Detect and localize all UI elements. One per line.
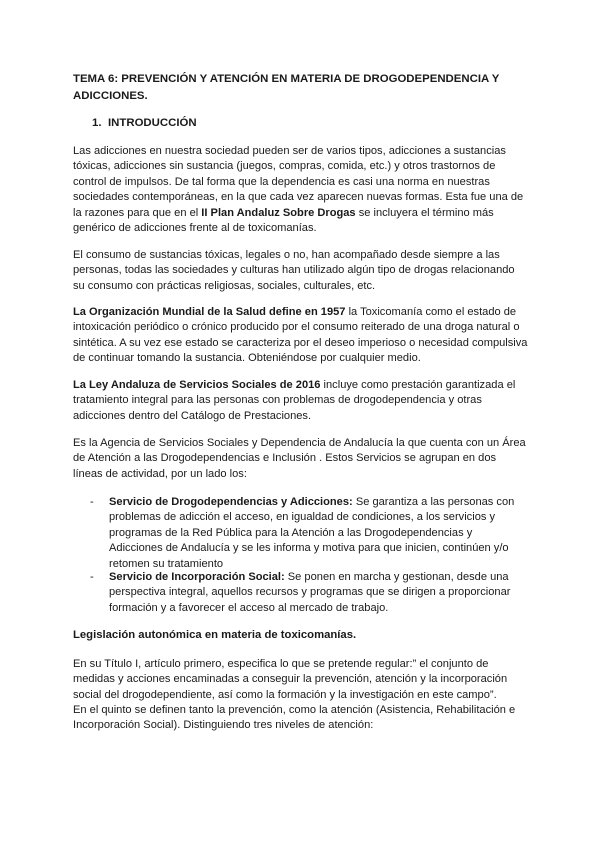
list-item bbox=[90, 570, 527, 616]
ley-bold: La Ley Andaluza de Servicios Sociales de 2016 bbox=[73, 379, 321, 391]
bullet-dash: - bbox=[90, 571, 94, 583]
paragraph-titulo-i: En su Título I, artículo primero, especifica lo que se pretende regular:” el conjunto de medidas y acciones encaminadas a conseguir la prevención, atención y la incorporación social del drogodependiente, así como la formación y la investigación en este campo”. bbox=[73, 658, 508, 701]
subheading-legislacion: Legislación autonómica en materia de toxicomanías. bbox=[73, 629, 357, 641]
paragraph-oms bbox=[73, 305, 528, 367]
paragraph-text: incluye como prestación garantizada el tratamiento integral para las personas con problemas de drogodependencia y otras adicciones dentro del Catálogo de Prestaciones. bbox=[73, 379, 516, 422]
paragraph-text: Las adicciones en nuestra sociedad pueden ser de varios tipos, adicciones a sustancias tóxicas, adicciones sin sustancia (juegos, compras, comida, etc.) y otros trastornos de control de impulsos. De tal forma que la dependencia es casi una norma en nuestras sociedades contemporáneas, en la que cada vez aparecen nuevas formas. Esta fue una de la razones para que en el bbox=[73, 145, 524, 219]
list-item bbox=[90, 495, 527, 572]
section-number: 1. bbox=[92, 117, 102, 129]
paragraph-quinto: En el quinto se definen tanto la prevención, como la atención (Asistencia, Rehabilitación e Incorporación Social). Distinguiendo tres niveles de atención: bbox=[73, 704, 516, 732]
section-heading bbox=[92, 116, 197, 131]
section-title: INTRODUCCIÓN bbox=[108, 117, 197, 129]
bullet-title: Servicio de Incorporación Social: bbox=[109, 571, 285, 583]
bullet-title: Servicio de Drogodependencias y Adicciones: bbox=[109, 496, 353, 508]
paragraph-consumo: El consumo de sustancias tóxicas, legales o no, han acompañado desde siempre a las personas, todas las sociedades y culturas han utilizado algún tipo de drogas relacionando su consumo con prácticas religiosas, sociales, culturales, etc. bbox=[73, 249, 515, 292]
paragraph-ley-andaluza bbox=[73, 378, 528, 424]
paragraph-agencia: Es la Agencia de Servicios Sociales y Dependencia de Andalucía la que cuenta con un Área de Atención a las Drogodependencias e Inclusión . Estos Servicios se agrupan en dos líneas de actividad, por un lado los: bbox=[73, 437, 526, 480]
bullet-text: Se garantiza a las personas con problemas de adicción el acceso, en igualdad de condiciones, a los servicios y programas de la Red Pública para la Atención a las Drogodependencias y Adicciones de Andalucía y se les informa y motiva para que inicien, continúen y/o retomen su tratamiento bbox=[109, 496, 515, 570]
paragraph-adicciones bbox=[73, 144, 528, 236]
paragraph-text: se incluyera el término más genérico de adicciones frente al de toxicomanías. bbox=[73, 206, 494, 235]
paragraph-text: la Toxicomanía como el estado de intoxicación periódico o crónico producido por el consumo reiterado de una droga natural o sintética. A su vez ese estado se caracteriza por el deseo imperioso o necesidad compulsiva de continuar tomando la sustancia. Obteniéndose por cualquier medio. bbox=[73, 306, 528, 365]
bullet-text: Se ponen en marcha y gestionan, desde una perspectiva integral, aquellos recursos y programas que se dirigen a proporcionar formación y a favorecer el acceso al mercado de trabajo. bbox=[109, 571, 511, 614]
oms-bold: La Organización Mundial de la Salud define en 1957 bbox=[73, 306, 346, 318]
bullet-dash: - bbox=[90, 496, 94, 508]
document-title: TEMA 6: PREVENCIÓN Y ATENCIÓN EN MATERIA DE DROGODEPENDENCIA Y ADICCIONES. bbox=[73, 73, 500, 102]
plan-andaluz-bold: II Plan Andaluz Sobre Drogas bbox=[201, 206, 356, 219]
